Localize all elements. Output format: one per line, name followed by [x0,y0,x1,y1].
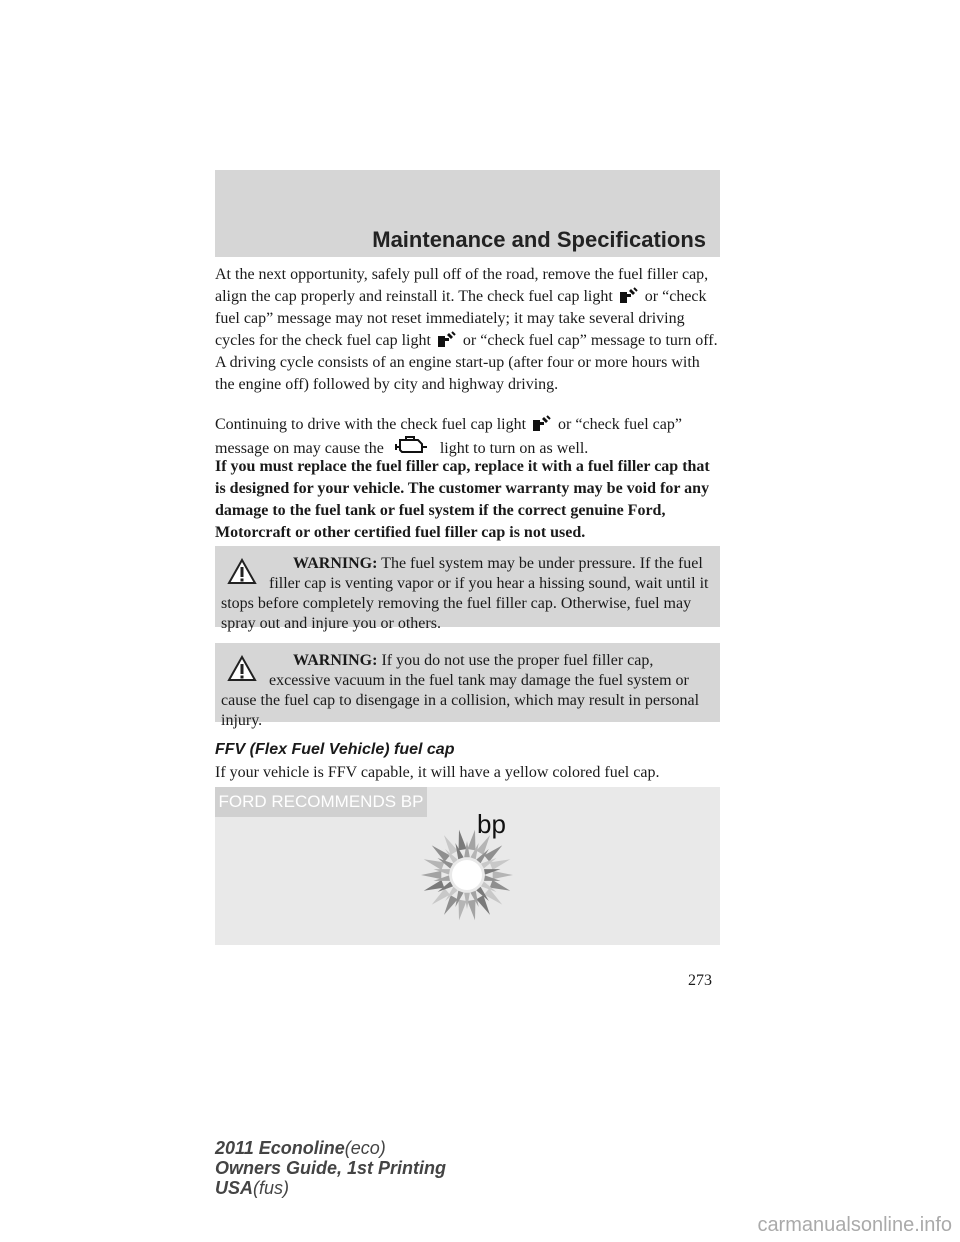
para2-text-1: Continuing to drive with the check fuel cap light [215,416,527,433]
para1-text-1: At the next opportunity, safely pull off of the road, remove the fuel filler cap, align the cap properly and reinstall it. The check fuel cap light [215,266,709,305]
bp-logo-petal [432,845,450,861]
bp-logo-petal [444,895,458,915]
footer-market-code: (fus) [253,1178,290,1198]
bp-logo-petal [459,900,467,921]
warning-text: The fuel system may be under pressure. If the fuel filler cap is venting vapor or if you hear a hissing sound, wait until it stops before completely removing the fuel filler cap. Otherwise, fuel may spray out and injure you or others. [221,555,709,632]
para2-text-2: or “check fuel cap” message on may cause the [215,416,682,457]
warning-box-vacuum [215,643,720,729]
warning-box-pressure [215,546,720,632]
para1-text-2: or “check fuel cap” message may not reset immediately; it may take several driving cycles for the check fuel cap light [215,288,707,349]
footer-model: 2011 Econoline [215,1138,345,1158]
bp-logo-petal [476,835,490,855]
section-title: Maintenance and Specifications [372,227,706,252]
footer [215,1138,446,1198]
bp-logo-petal [484,888,502,904]
warning-label: WARNING: [293,555,378,572]
footer-model-code: (eco) [344,1138,386,1158]
footer-guide: Owners Guide, 1st Printing [215,1158,447,1178]
ad-tab-label: FORD RECOMMENDS BP [215,787,427,817]
warning-triangle-icon [227,655,257,682]
paragraph-fuel-cap-reset [215,264,720,396]
paragraph-replace-cap-notice: If you must replace the fuel filler cap, replace it with a fuel filler cap that is designed for your vehicle. The customer warranty may be void for any damage to the fuel tank or fuel system if the correct genuine Ford, Motorcraft or other certified fuel filler cap is not used. [215,458,710,541]
check-fuel-cap-icon [532,415,552,432]
check-fuel-cap-icon [619,287,639,304]
warning-triangle-icon [227,558,257,585]
section-header-band [215,170,720,257]
watermark: carmanualsonline.info [757,1214,952,1236]
bp-logo-petal [467,830,475,851]
bp-logo-petal [444,835,458,855]
para2-text-3: light to turn on as well. [439,440,589,457]
check-fuel-cap-icon [437,331,457,348]
paragraph-continuing-to-drive [215,414,720,460]
bp-logo-petal [432,888,450,904]
bp-advertisement [215,787,720,945]
ffv-heading: FFV (Flex Fuel Vehicle) fuel cap [215,741,455,758]
warning-label: WARNING: [293,652,378,669]
bp-helios-logo-icon [419,827,515,923]
check-engine-icon [394,436,430,456]
bp-logo-petal [467,900,475,921]
footer-market: USA [215,1178,254,1198]
warning-text: If you do not use the proper fuel filler cap, excessive vacuum in the fuel tank may damage the fuel system or cause the fuel cap to disengage in a collision, which may result in personal injury. [221,652,700,729]
bp-logo-petal [476,895,490,915]
bp-logo-text: bp [477,809,506,839]
page-number: 273 [688,972,712,989]
bp-logo-petal [484,845,502,861]
bp-logo-petal [421,871,441,879]
para1-text-3: or “check fuel cap” message to turn off. A driving cycle consists of an engine start-up (after four or more hours with the engine off) followed by city and highway driving. [215,332,718,393]
bp-logo-petal [459,830,467,851]
bp-logo-petal [493,871,513,879]
ffv-paragraph: If your vehicle is FFV capable, it will have a yellow colored fuel cap. [215,764,660,781]
